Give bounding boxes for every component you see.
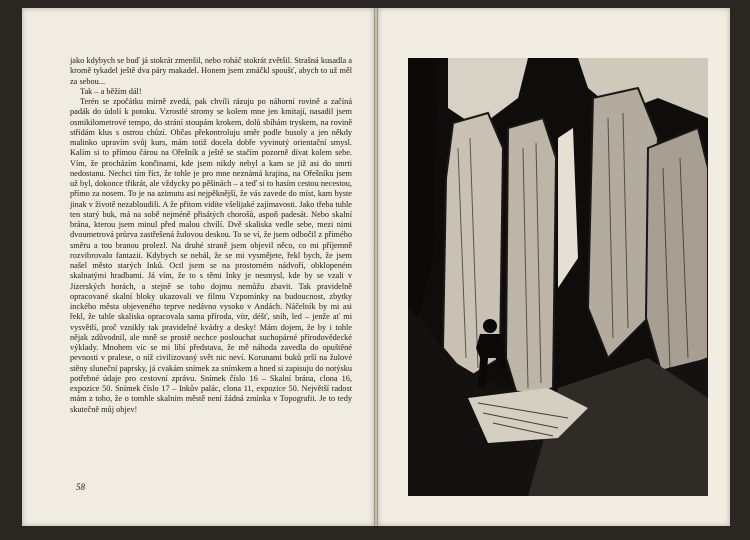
right-page	[378, 8, 730, 526]
paragraph: jako kdybych se buď já stokrát zmenšil, nebo roháč stokrát zvětšil. Strašná kusadla a kromě tykadel ještě dva páry makadel. Honem jsem zmáčkl spoušť, abych to už měl za sebou...	[70, 56, 352, 86]
rock-formations-illustration	[408, 58, 708, 496]
body-text	[70, 56, 352, 415]
rock-illustration-svg	[408, 58, 708, 496]
paragraph: Tak – a běžím dál!	[80, 86, 142, 96]
left-page	[22, 8, 376, 526]
page-number: 58	[76, 482, 85, 492]
paragraph: Terén se zpočátku mírně zvedá, pak chvíli rázuju po náhorní rovině a začíná padák do údolí k potoku. Vzrostlé stromy se kolem mne jen kmitají, nasadil jsem osmikilometrové tempo, do strání stoupám krokem, dolů sbíhám tryskem, na rovině střídám klus s ostrou chůzí. Občas překontroluju směr podle busoly a jen někdy malinko upravím svůj kurs, mám totiž docela dobře vyvinutý orientační smysl. Kalím si to přímou čárou na Ořešník a ještě se stačím pozorně dívat kolem sebe. Vím, že procházím končinami, kde jsem nikdy nebyl a kam se již asi do smrti nedostanu. Nechci tím říct, že tohle je pro mne neznámá krajina, na Ořešníku jsem už byl, dokonce třikrát, ale vždycky po pěšinách – a teď si to hasím cestou necestou, přímo za nosem. To je na azimutu asi nejpěknější, že vás zavede do míst, kam byste jinak v životě nezabloudili. A že přitom vidíte všelijaké zajímavosti. Jako třeba tuhle ten starý buk, má na sobě nejméně přisátých chorošů, aspoň padesát. Nebo skalní brána, kterou jsem minul před malou chvílí. Dvě skaliska vedle sebe, mezi nimi dvoumetrová průrva zastřešená žulovou deskou. To se ví, že jsem odbočil z přímého směru a tou branou prolezl. Na druhé straně jsem objevil něco, co mi příjemně rozvibrovalo fantazii. Kdybych se nebál, že se mi vysmějete, řekl bych, že jsem našel město starých Inků. Octl jsem se na prostorném nádvoří, obklopeném skalnatými hradbami. Já vím, že to s těmi Inky je nesmysl, kde by se vzali v Jizerských horách, a stejně se toho dojmu nemůžu zbavit. Tak pravidelně opracované skalní bloky ukazovali ve filmu Vzpomínky na budoucnost, zbytky inckého města objeveného teprve nedávno vysoko v Andách. Náčelník by mi asi řekl, že tahle skaliska opracovala sama příroda, vítr, déšť, sníh, led – jenže ať mi vysvětlí, proč vznikly tak pravidelné kvádry a desky! Mám dojem, že by i tohle nějak zdůvodnil, ale mně se prostě nechce poslouchat suchopárné přírodovědecké výklady. Mnohem víc se mi líbí představa, že mě náhoda zavedla do opuštěné pevnosti v pralese, o níž civilizovaný svět nic neví. Korunami buků prší na žulové stěny sluneční paprsky, já cvakám snímek za snímkem a hned si zapisuju do notýsku potřebné údaje pro cestovní zprávu. Snímek číslo 16 – Skalní brána, clona 16, expozice 50. Snímek číslo 17 – Inkův palác, clona 11, expozice 50. Největší radost mám z toho, že o tomhle skalním městě není žádná zmínka v Topografii. Je to tedy skutečně můj objev!	[70, 97, 352, 414]
book-spread	[22, 8, 730, 526]
